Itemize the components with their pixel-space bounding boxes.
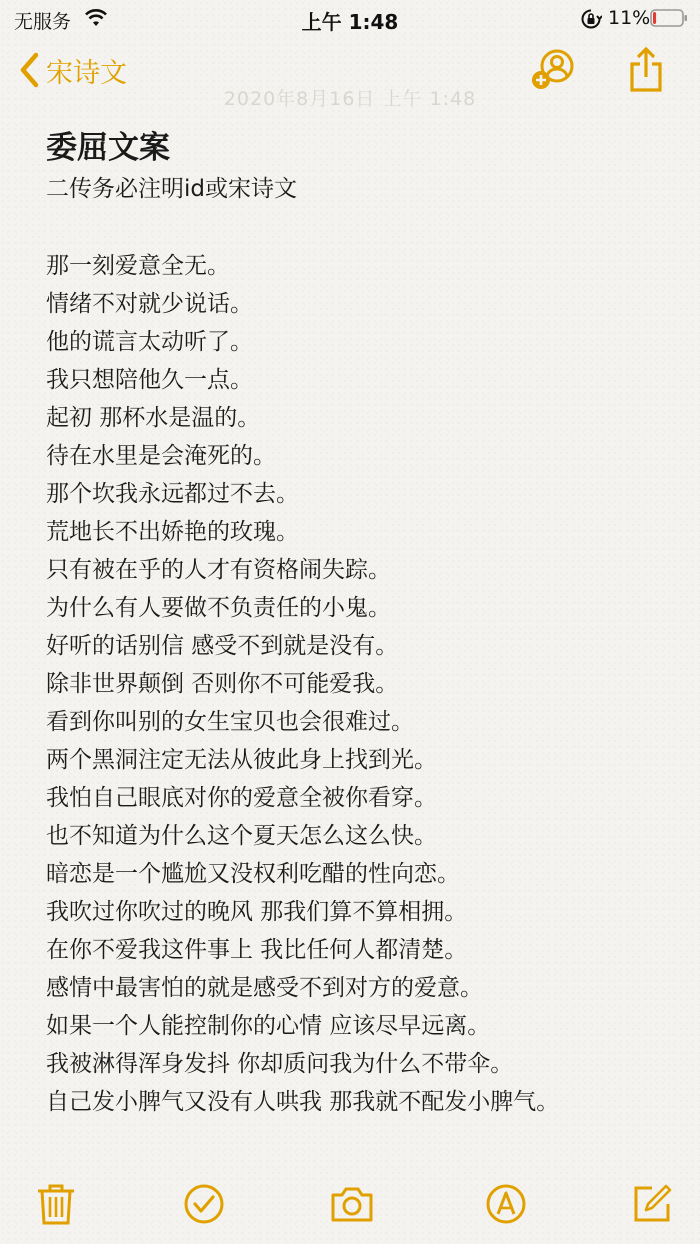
note-line: 只有被在乎的人才有资格闹失踪。 xyxy=(46,557,391,583)
status-bar xyxy=(0,0,700,40)
markup-pen-icon[interactable] xyxy=(484,1182,528,1226)
note-body[interactable] xyxy=(46,247,559,1121)
note-line: 为什么有人要做不负责任的小鬼。 xyxy=(46,595,391,621)
camera-icon[interactable] xyxy=(330,1182,374,1226)
note-line: 待在水里是会淹死的。 xyxy=(46,443,276,469)
note-line: 如果一个人能控制你的心情 应该尽早远离。 xyxy=(46,1013,491,1039)
note-line: 看到你叫别的女生宝贝也会很难过。 xyxy=(46,709,414,735)
note-line: 那个坎我永远都过不去。 xyxy=(46,481,299,507)
note-line: 我被淋得浑身发抖 你却质问我为什么不带伞。 xyxy=(46,1051,514,1077)
battery-percent: 11% xyxy=(608,7,651,29)
note-line: 我怕自己眼底对你的爱意全被你看穿。 xyxy=(46,785,437,811)
trash-icon[interactable] xyxy=(34,1182,78,1226)
compose-icon[interactable] xyxy=(630,1182,674,1226)
note-title[interactable]: 委屈文案 xyxy=(46,130,170,166)
note-line: 我只想陪他久一点。 xyxy=(46,367,253,393)
carrier-label: 无服务 xyxy=(14,11,72,33)
clock: 上午 1:48 xyxy=(301,10,399,34)
note-line: 除非世界颠倒 否则你不可能爱我。 xyxy=(46,671,399,697)
note-line: 那一刻爱意全无。 xyxy=(46,253,230,279)
note-line: 暗恋是一个尴尬又没权利吃醋的性向恋。 xyxy=(46,861,460,887)
note-line: 两个黑洞注定无法从彼此身上找到光。 xyxy=(46,747,437,773)
note-line: 起初 那杯水是温的。 xyxy=(46,405,261,431)
checklist-icon[interactable] xyxy=(182,1182,226,1226)
note-line: 自己发小脾气又没有人哄我 那我就不配发小脾气。 xyxy=(46,1089,560,1115)
note-line: 感情中最害怕的就是感受不到对方的爱意。 xyxy=(46,975,483,1001)
bottom-toolbar xyxy=(0,1178,700,1244)
note-line: 好听的话别信 感受不到就是没有。 xyxy=(46,633,399,659)
orientation-lock-icon xyxy=(580,8,602,30)
back-button-label: 宋诗文 xyxy=(46,57,127,89)
note-date: 2020年8月16日 上午 1:48 xyxy=(223,88,477,110)
chevron-left-icon xyxy=(18,52,40,88)
note-line: 我吹过你吹过的晚风 那我们算不算相拥。 xyxy=(46,899,468,925)
battery-icon xyxy=(650,9,688,27)
note-line: 也不知道为什么这个夏天怎么这么快。 xyxy=(46,823,437,849)
note-line: 在你不爱我这件事上 我比任何人都清楚。 xyxy=(46,937,468,963)
note-line: 荒地长不出娇艳的玫瑰。 xyxy=(46,519,299,545)
note-line: 他的谎言太动听了。 xyxy=(46,329,253,355)
note-line: 情绪不对就少说话。 xyxy=(46,291,253,317)
note-subtitle[interactable]: 二传务必注明id或宋诗文 xyxy=(46,176,297,202)
